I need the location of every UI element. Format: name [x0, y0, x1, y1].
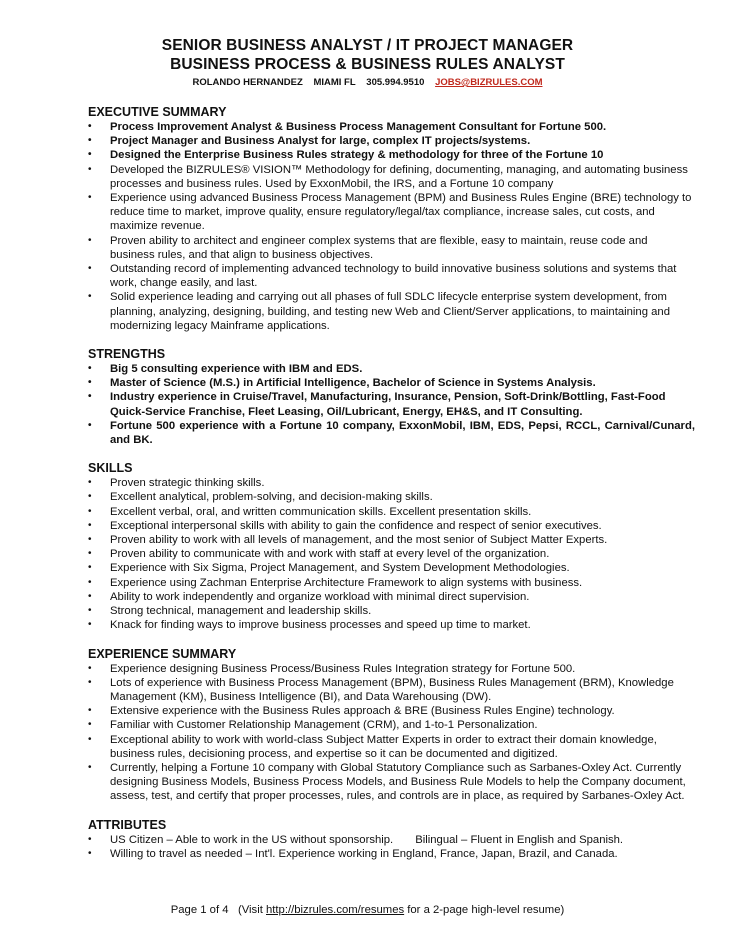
section-title: SKILLS	[88, 461, 133, 476]
list-item: • Currently, helping a Fortune 10 company with Global Statutory Compliance such as Sarbanes-Oxley Act. Currently designing Business Models, Business Process Models, and Business Rule Models to help the Company document, assess, test, and certify that proper processes, rules, and controls are in place, as required by Sarbanes-Oxley Act.	[88, 761, 695, 804]
list-item: • Lots of experience with Business Process Management (BPM), Business Rules Management (BRM), Knowledge Management (KM), Business Intelligence (BI), and Data Warehousing (DW).	[88, 676, 695, 704]
list-item: • Excellent analytical, problem-solving, and decision-making skills.	[88, 490, 695, 504]
list-item: • Familiar with Customer Relationship Management (CRM), and 1-to-1 Personalization.	[88, 718, 695, 732]
attribute-citizen: US Citizen – Able to work in the US without sponsorship.	[110, 833, 394, 846]
headline-subtitle: BUSINESS PROCESS & BUSINESS RULES ANALYST	[170, 56, 565, 73]
list-item: • Willing to travel as needed – Int'l. Experience working in England, France, Japan, Brazil, and Canada.	[88, 847, 695, 861]
skills-list	[88, 476, 695, 632]
section-title: EXECUTIVE SUMMARY	[88, 105, 227, 119]
list-item: • Ability to work independently and organize workload with minimal direct supervision.	[88, 590, 695, 604]
list-item: • Excellent verbal, oral, and written communication skills. Excellent presentation skills.	[88, 505, 695, 519]
experience-summary-section	[88, 647, 695, 804]
contact-phone: 305.994.9510	[366, 77, 425, 88]
list-item: • Process Improvement Analyst & Business Process Management Consultant for Fortune 500.	[88, 120, 695, 134]
list-item: • Proven strategic thinking skills.	[88, 476, 695, 490]
section-title: ATTRIBUTES	[88, 817, 167, 832]
list-item: • Knack for finding ways to improve business processes and speed up time to market.	[88, 618, 695, 632]
list-item: • Experience designing Business Process/Business Rules Integration strategy for Fortune 500.	[88, 662, 695, 676]
list-item: • Extensive experience with the Business Rules approach & BRE (Business Rules Engine) technology.	[88, 704, 695, 718]
contact-name: ROLANDO HERNANDEZ	[192, 77, 303, 88]
list-item	[88, 833, 695, 847]
experience-summary-list	[88, 662, 695, 804]
section-title: EXPERIENCE SUMMARY	[88, 646, 237, 661]
contact-city: MIAMI FL	[313, 77, 356, 88]
list-item: • Outstanding record of implementing advanced technology to build innovative business solutions and systems that work, change easily, and last.	[88, 262, 695, 290]
contact-email-link[interactable]: JOBS@BIZRULES.COM	[435, 77, 543, 88]
contact-line	[40, 76, 695, 89]
list-item: • Solid experience leading and carrying out all phases of full SDLC lifecycle enterprise system development, from planning, analyzing, designing, building, and testing new Web and Client/Server applications, to maintaining and modernizing legacy Mainframe applications.	[88, 290, 695, 333]
footer-post-text: for a 2-page high-level resume)	[407, 904, 565, 916]
list-item: • Developed the BIZRULES® VISION™ Methodology for defining, documenting, managing, and automating business processes and business rules. Used by ExxonMobil, the IRS, and a Fortune 10 company	[88, 163, 695, 191]
attributes-list	[88, 833, 695, 861]
section-title: STRENGTHS	[88, 347, 166, 362]
resume-header	[40, 36, 695, 89]
list-item: • Designed the Enterprise Business Rules strategy & methodology for three of the Fortune 10	[88, 148, 695, 162]
list-item: • Experience with Six Sigma, Project Management, and System Development Methodologies.	[88, 561, 695, 575]
list-item: • Fortune 500 experience with a Fortune 10 company, ExxonMobil, IBM, EDS, Pepsi, RCCL, Carnival/Cunard, and BK.	[88, 419, 695, 447]
page-footer	[0, 904, 735, 916]
list-item: • Proven ability to communicate with and work with staff at every level of the organization.	[88, 547, 695, 561]
list-item: • Exceptional ability to work with world-class Subject Matter Experts in order to extract their domain knowledge, business rules, decisioning process, and expertise so it can be documented and digitized.	[88, 733, 695, 761]
strengths-section	[88, 347, 695, 447]
list-item: • Experience using Zachman Enterprise Architecture Framework to align systems with business.	[88, 576, 695, 590]
page-number: Page 1 of 4	[170, 904, 229, 916]
attributes-section	[88, 818, 695, 861]
list-item: • Proven ability to work with all levels of management, and the most senior of Subject Matter Experts.	[88, 533, 695, 547]
strengths-list	[88, 362, 695, 447]
list-item: • Project Manager and Business Analyst for large, complex IT projects/systems.	[88, 134, 695, 148]
list-item: • Proven ability to architect and engineer complex systems that are flexible, easy to maintain, reuse code and business rules, and that align to business objectives.	[88, 234, 695, 262]
executive-summary-list	[88, 120, 695, 333]
footer-visit-text: (Visit	[237, 904, 263, 916]
executive-summary-section	[88, 105, 695, 333]
headline-title: SENIOR BUSINESS ANALYST / IT PROJECT MANAGER	[161, 37, 574, 54]
list-item: • Experience using advanced Business Process Management (BPM) and Business Rules Engine (BRE) technology to reduce time to market, improve quality, ensure regulatory/legal/tax compliance, increase sales, cut costs, and maximize revenue.	[88, 191, 695, 234]
resumes-link[interactable]: http://bizrules.com/resumes	[266, 904, 405, 916]
attribute-bilingual: Bilingual – Fluent in English and Spanish.	[415, 833, 624, 846]
list-item: • Industry experience in Cruise/Travel, Manufacturing, Insurance, Pension, Soft-Drink/Bottling, Fast-Food Quick-Service Franchise, Fleet Leasing, Oil/Lubricant, Energy, EH&S, and IT Consulting.	[88, 390, 695, 418]
skills-section	[88, 461, 695, 632]
list-item: • Strong technical, management and leadership skills.	[88, 604, 695, 618]
list-item: • Exceptional interpersonal skills with ability to gain the confidence and respect of senior executives.	[88, 519, 695, 533]
list-item: • Master of Science (M.S.) in Artificial Intelligence, Bachelor of Science in Systems Analysis.	[88, 376, 695, 390]
list-item: • Big 5 consulting experience with IBM and EDS.	[88, 362, 695, 376]
